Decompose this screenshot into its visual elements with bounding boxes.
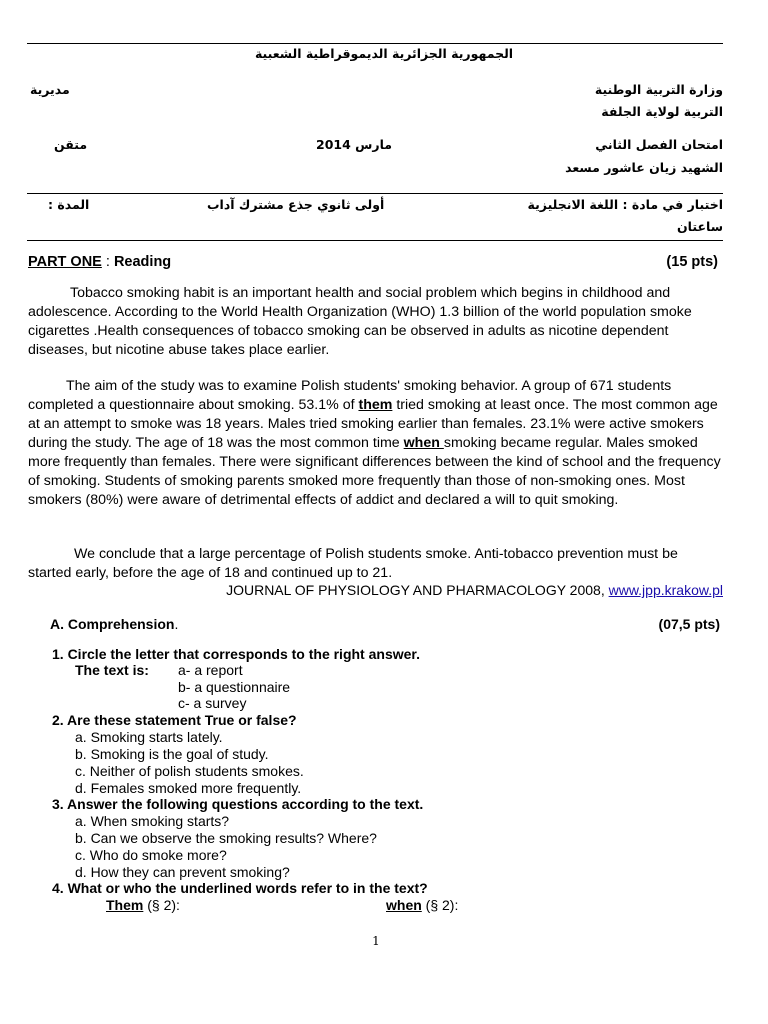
question-4: 4. What or who the underlined words refer to in the text?	[52, 880, 428, 896]
directorate-label: مديرية	[30, 82, 70, 97]
list-item: a. When smoking starts?	[75, 813, 230, 829]
paragraph-3	[28, 545, 724, 583]
underlined-when: when	[403, 435, 444, 451]
question-3: 3. Answer the following questions according to the text.	[52, 796, 424, 812]
underlined-them: them	[358, 397, 393, 413]
list-item: d. Females smoked more frequently.	[75, 780, 302, 796]
directorate-place: التربية لولاية الجلفة	[601, 104, 723, 119]
source-link[interactable]: www.jpp.krakow.pl	[608, 582, 723, 598]
them-word: Them	[106, 897, 144, 913]
comprehension-heading	[50, 616, 178, 632]
ministry: وزارة التربية الوطنية	[594, 82, 723, 97]
them-ref: (§ 2):	[143, 897, 180, 913]
when-reference	[386, 897, 458, 914]
list-item: b. Can we observe the smoking results? Where?	[75, 830, 377, 846]
when-ref: (§ 2):	[421, 897, 459, 913]
paragraph-2-text-c: smoking became regular. Males smoked more frequently than females. There were significant differences between the kind of school and the frequency of smoking. Students of smoking parents smoked more frequently than those of non-smoking ones. Most smokers (80%) were aware of detrimental effects of addict and declared a will to quit smoking.	[28, 435, 721, 508]
list-item: c. Neither of polish students smokes.	[75, 763, 304, 779]
option-b: b- a questionnaire	[178, 679, 291, 695]
part-one-heading	[28, 254, 171, 270]
source-text: JOURNAL OF PHYSIOLOGY AND PHARMACOLOGY 2008,	[226, 582, 609, 598]
school-name: الشهيد زيان عاشور مسعد	[565, 160, 723, 175]
source-citation	[226, 582, 723, 598]
them-reference	[106, 897, 180, 914]
duration-value: ساعتان	[677, 219, 723, 234]
school-label: متقن	[54, 137, 88, 152]
when-word: when	[386, 897, 422, 913]
paragraph-2-text-b: tried smoking at least once. The most common age at an attempt to smoke was 18 years. Males tried smoking earlier than females. 23.1% were active smokers during the study. The age of 18 was the most common time	[28, 397, 718, 451]
list-item: c. Who do smoke more?	[75, 847, 227, 863]
subject: اختبار في مادة : اللغة الانجليزية	[527, 197, 723, 212]
top-rule	[27, 43, 723, 44]
list-item: a. Smoking starts lately.	[75, 729, 223, 745]
comprehension-points: (07,5 pts)	[658, 616, 720, 632]
middle-rule	[27, 193, 723, 194]
comprehension-dot: .	[174, 616, 179, 632]
question-1: 1. Circle the letter that corresponds to the right answer.	[52, 646, 420, 662]
list-item: b. Smoking is the goal of study.	[75, 746, 269, 762]
part-one-subtitle: Reading	[113, 254, 172, 270]
paragraph-1	[28, 284, 724, 360]
question-1-stem: The text is:	[75, 662, 149, 678]
page-number: 1	[372, 934, 380, 948]
part-one-title: PART ONE	[28, 254, 102, 270]
paragraph-2	[28, 377, 724, 510]
list-item: d. How they can prevent smoking?	[75, 864, 290, 880]
comprehension-title: A. Comprehension	[50, 616, 175, 632]
paragraph-1-text: Tobacco smoking habit is an important health and social problem which begins in childhood and adolescence. According to the World Health Organization (WHO) 1.3 billion of the world population smoke cigarettes .Health consequences of tobacco smoking can be observed in adults as nicotine dependent diseases, but nicotine abuse takes place earlier.	[28, 285, 692, 358]
class-level: أولى ثانوي جذع مشترك آداب	[207, 197, 385, 212]
part-one-sep: :	[101, 254, 114, 270]
option-c: c- a survey	[178, 695, 247, 711]
duration-label: المدة :	[48, 197, 90, 212]
paragraph-3-text: We conclude that a large percentage of Polish students smoke. Anti-tobacco prevention must be started early, before the age of 18 and continued up to 21.	[28, 546, 678, 581]
part-one-points: (15 pts)	[666, 254, 718, 270]
paragraph-2-text-a: The aim of the study was to examine Polish students' smoking behavior. A group of 671 students completed a questionnaire about smoking. 53.1% of	[28, 378, 672, 413]
exam-date: مارس 2014	[316, 137, 393, 152]
question-2: 2. Are these statement True or false?	[52, 712, 297, 728]
republic-title: الجمهورية الجزائرية الديموقراطية الشعبية	[254, 46, 514, 61]
option-a: a- a report	[178, 662, 243, 678]
bottom-rule	[27, 240, 723, 241]
exam-title: امتحان الفصل الثاني	[595, 137, 723, 152]
